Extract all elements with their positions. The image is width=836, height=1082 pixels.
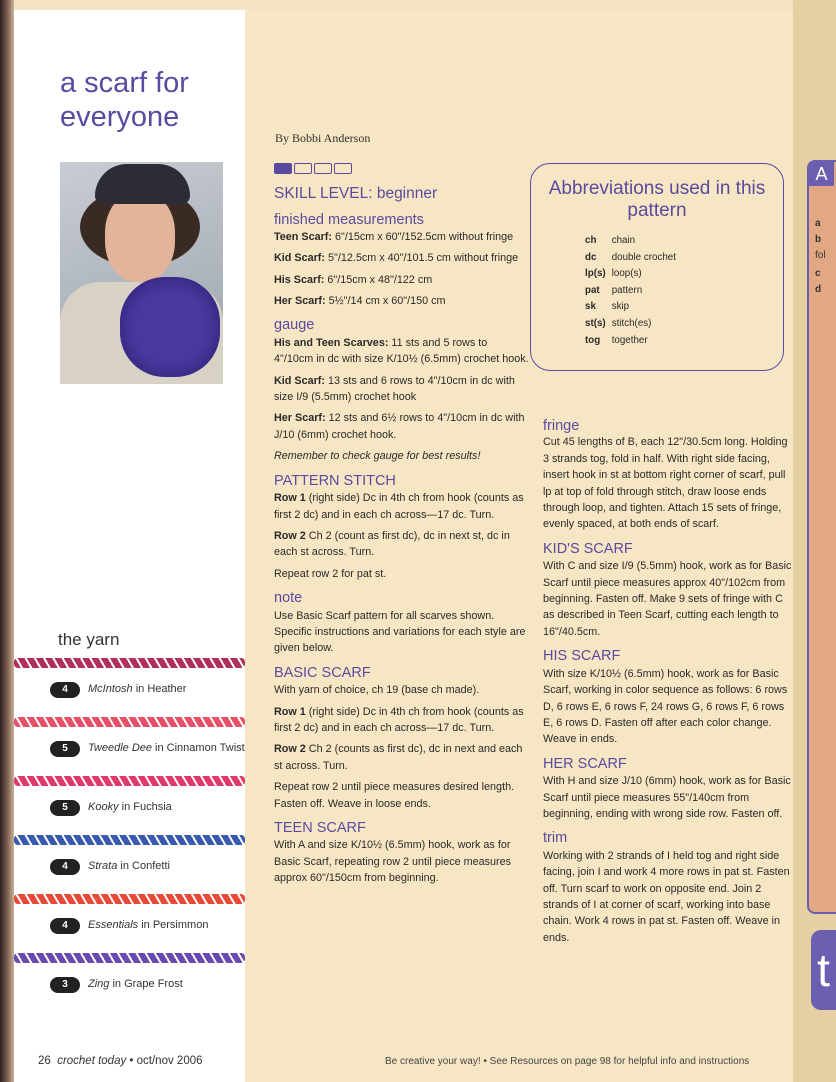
gauge-note: Remember to check gauge for best results! [274,450,481,463]
yarn-list [14,656,245,1010]
yarn-label: Essentials in Persimmon [88,919,209,931]
yarn-strand [14,894,245,904]
his-text: With size K/10½ (6.5mm) hook, work as for Basic Scarf, working in color sequence as follows: 6 rows D, 6 rows E, 6 rows F, 24 rows G, 6 rows F, 6 rows E, 6 rows D. Fasten off after each color change. Weave in ends. [543,667,788,746]
her-scarf-heading: HER SCARF [543,755,627,772]
her-text: With H and size J/10 (6mm) hook, work as for Basic Scarf until piece measures 55"/140cm from beginning, ending with wrong side row. Fasten off. [543,775,791,820]
instructions-column-2 [543,418,793,951]
teen-text: With A and size K/10½ (6.5mm) hook, work as for Basic Scarf, repeating row 2 until piece measures approx 60"/150cm from beginning. [274,839,512,885]
next-page-letter: d [815,284,822,295]
yarn-label: Tweedle Dee in Cinnamon Twist [88,742,245,754]
abbreviation-row: pat pattern [585,284,643,296]
title-line-2: everyone [60,101,180,133]
model-photo [60,162,223,384]
his-scarf-section [543,648,793,747]
kid-text: With C and size I/9 (5.5mm) hook, work as for Basic Scarf until piece measures approx 40"/102cm from beginning. Fasten off. Make 9 sets of fringe with C as described in Teen Scarf, cutting each length to 16"/40.5cm. [543,560,792,638]
skill-level-icons [274,161,354,171]
gauge-item: Kid Scarf: 13 sts and 6 rows to 4"/10cm in dc with size I/9 (5.5mm) crochet hook [274,374,515,404]
next-page-letter: fol [815,250,826,261]
yarn-weight-icon: 3 [50,977,80,993]
her-scarf-section [543,756,793,823]
photo-hat [95,164,190,204]
trim-text: Working with 2 strands of I held tog and right side facing, join I and work 4 more rows in pat st. Fasten off. Turn scarf to work on opposite end. Join 2 strands of I at corner of scarf, working into base chain. Work 4 rows in pat st. Fasten off. Weave in ends. [543,849,790,944]
abbreviation-row: sk skip [585,301,630,313]
yarn-weight-icon: 4 [50,918,80,934]
pattern-repeat: Repeat row 2 for pat st. [274,567,387,580]
kid-scarf-section [543,541,793,640]
basic-scarf-heading: BASIC SCARF [274,664,371,681]
basic-row: Row 2 Ch 2 (counts as first dc), dc in next and each st across. Turn. [274,743,523,772]
byline: By Bobbi Anderson [275,131,371,145]
note-section [274,590,529,657]
finished-item: Kid Scarf: 5"/12.5cm x 40"/101.5 cm without fringe [274,252,519,265]
fringe-section [543,418,793,533]
skill-box-icon [314,163,332,174]
yarn-strand [14,835,245,845]
abbreviations-table [585,234,682,350]
gauge-item: His and Teen Scarves: 11 sts and 5 rows to 4"/10cm in dc with size K/10½ (6.5mm) crochet hook. [274,336,529,366]
abbreviation-row: dc double crochet [585,251,676,263]
next-page-card [807,160,836,914]
abbreviations-box [530,163,784,371]
note-text: Use Basic Scarf pattern for all scarves shown. Specific instructions and variations for each style are given below. [274,609,526,655]
fringe-heading: fringe [543,418,580,434]
next-page-big-letter: t [811,930,836,1010]
pattern-stitch-heading: PATTERN STITCH [274,472,396,489]
abbreviation-row: st(s) stitch(es) [585,317,652,329]
skill-box-icon [294,163,312,174]
yarn-item [14,715,245,774]
yarn-strand [14,717,245,727]
page-number: 26 [38,1055,51,1067]
next-page-edge [793,0,836,1082]
abbreviation-row: tog together [585,334,648,346]
title-line-1: a scarf for [60,67,189,99]
note-heading: note [274,590,303,607]
abbreviation-row: ch chain [585,235,636,246]
trim-section [543,830,793,946]
fringe-text: Cut 45 lengths of B, each 12"/30.5cm long. Holding 3 strands tog, fold in half. With right side facing, insert hook in st at bottom right corner of scarf, pull lp at top of fold through stitch, draw loose ends through loop, and tighten. Attach 15 sets of fringe, evenly spaced, at both ends of scarf. [543,436,788,531]
trim-heading: trim [543,830,568,847]
yarn-item [14,774,245,833]
basic-intro: With yarn of choice, ch 19 (base ch made). [274,684,480,697]
yarn-item [14,833,245,892]
page-title [60,66,189,134]
yarn-strand [14,776,245,786]
pattern-stitch-section [274,473,529,582]
teen-scarf-heading: TEEN SCARF [274,820,366,836]
yarn-item [14,656,245,715]
abbreviations-title: Abbreviations used in this pattern [548,178,766,221]
footer-tagline: Be creative your way! • See Resources on page 98 for helpful info and instructions [385,1056,750,1067]
yarn-label: McIntosh in Heather [88,683,187,695]
yarn-label: Kooky in Fuchsia [88,801,172,813]
yarn-weight-icon: 4 [50,859,80,875]
yarn-label: Strata in Confetti [88,860,170,872]
yarn-item [14,951,245,1010]
skill-box-icon [274,163,292,174]
next-page-letter: c [815,268,821,279]
teen-scarf-section [274,820,529,887]
magazine-name: crochet today [57,1055,127,1067]
yarn-weight-icon: 5 [50,800,80,816]
abbreviation-row: lp(s) loop(s) [585,268,642,280]
gauge-section [274,317,529,464]
next-page-letter: a [815,218,821,229]
basic-row: Row 1 (right side) Dc in 4th ch from hook (counts as first 2 dc) and in each ch across—17 dc. Turn. [274,705,524,734]
finished-item: Her Scarf: 5½"/14 cm x 60"/150 cm [274,295,446,308]
yarn-label: Zing in Grape Frost [88,978,183,990]
yarn-heading: the yarn [58,630,120,649]
yarn-strand [14,658,245,668]
yarn-item [14,892,245,951]
next-page-tab: A [809,162,834,186]
yarn-strand [14,953,245,963]
gauge-item: Her Scarf: 12 sts and 6½ rows to 4"/10cm in dc with J/10 (6mm) crochet hook. [274,412,525,441]
page-spine [0,0,14,1082]
finished-item: His Scarf: 6"/15cm x 48"/122 cm [274,273,433,286]
pattern-row: Row 2 Ch 2 (count as first dc), dc in next st, dc in each st across. Turn. [274,529,510,559]
kid-scarf-heading: KID'S SCARF [543,540,633,557]
next-page-letter: b [815,234,822,245]
pattern-row: Row 1 (right side) Dc in 4th ch from hook (counts as first 2 dc) and in each ch across—17 dc. Turn. [274,492,524,521]
issue-date: • oct/nov 2006 [126,1055,203,1067]
photo-scarf [120,277,220,377]
finished-item: Teen Scarf: 6"/15cm x 60"/152.5cm without fringe [274,230,514,243]
yarn-weight-icon: 4 [50,682,80,698]
skill-level: SKILL LEVEL: beginner [274,185,438,202]
gauge-heading: gauge [274,317,315,334]
photo-face [105,192,175,282]
finished-heading: finished measurements [274,212,424,229]
footer-page-info [38,1055,203,1067]
yarn-weight-icon: 5 [50,741,80,757]
his-scarf-heading: HIS SCARF [543,648,621,665]
basic-repeat: Repeat row 2 until piece measures desired length. Fasten off. Weave in loose ends. [274,781,515,810]
skill-box-icon [334,163,352,174]
basic-scarf-section [274,665,529,812]
instructions-column-1 [274,186,529,892]
